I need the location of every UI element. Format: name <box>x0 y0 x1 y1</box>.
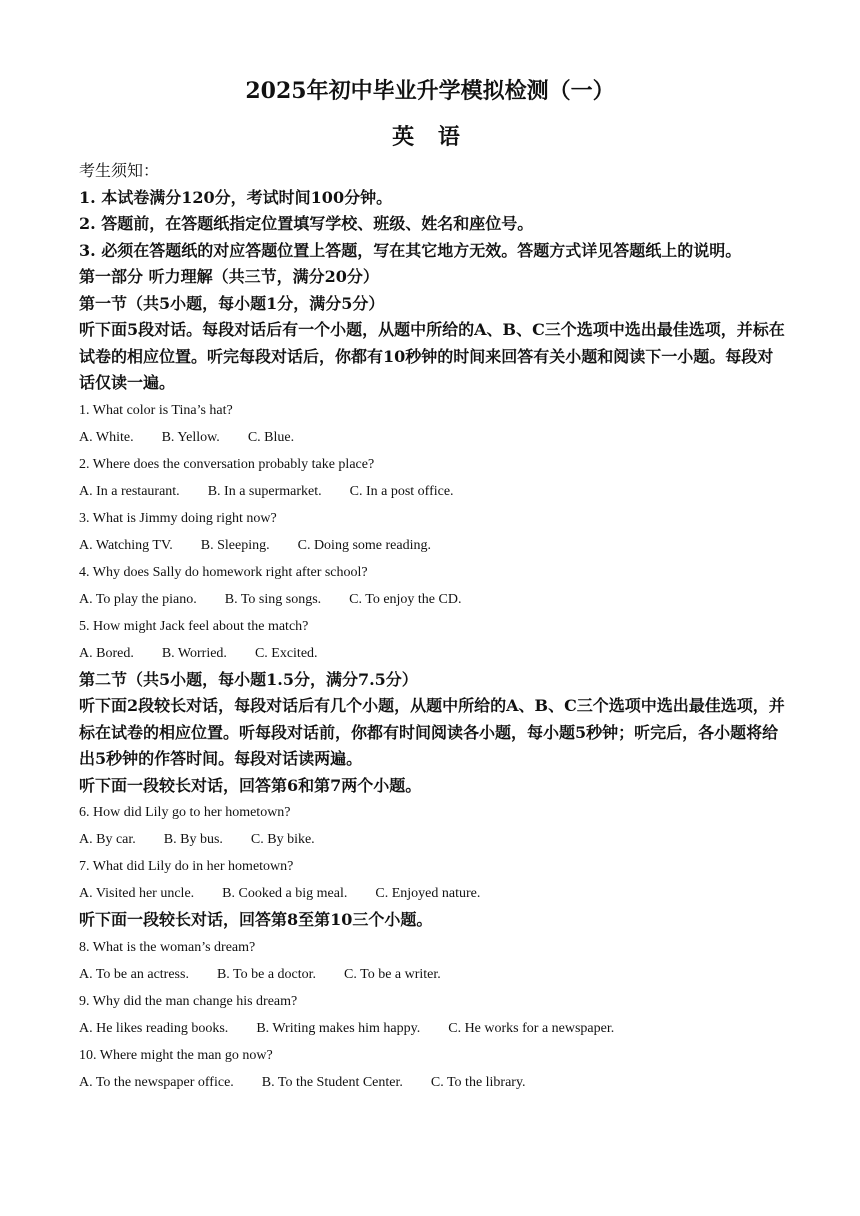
question-block <box>79 853 789 907</box>
question-text: 6. How did Lily go to her hometown? <box>79 805 291 820</box>
option-c: C. In a post office. <box>349 483 454 499</box>
option-c: C. Enjoyed nature. <box>375 886 481 901</box>
question-block <box>79 934 789 988</box>
option-a: A. To the newspaper office. <box>79 1074 234 1090</box>
question-text: 7. What did Lily do in her hometown? <box>79 859 294 874</box>
question-options <box>79 880 789 907</box>
option-c: C. Blue. <box>247 429 295 445</box>
part1-heading: 第一部分 听力理解（共三节，满分20分） <box>79 267 379 286</box>
option-b: B. To be a doctor. <box>216 966 317 982</box>
exam-content <box>79 158 789 1096</box>
option-c: C. To be a writer. <box>344 966 441 982</box>
question-options <box>79 1015 789 1042</box>
question-block <box>79 451 789 505</box>
option-c: C. He works for a newspaper. <box>448 1020 615 1036</box>
section2-instructions: 听下面2段较长对话，每段对话后有几个小题，从题中所给的A、B、C三个选项中选出最佳选项，并标在试卷的相应位置。听每段对话前，你都有时间阅读各小题，每小题5秒钟；听完后，各小题将给出5秒钟的作答时间。每段对话读两遍。 <box>79 696 785 768</box>
question-options <box>79 640 789 667</box>
question-block <box>79 505 789 559</box>
notice-item-1: 1. 本试卷满分120分，考试时间100分钟。 <box>79 187 393 207</box>
notice-heading: 考生须知： <box>79 161 160 180</box>
section2-heading: 第二节（共5小题，每小题1.5分，满分7.5分） <box>79 669 418 689</box>
option-c: C. By bike. <box>250 832 315 847</box>
dialogue-lead: 听下面一段较长对话，回答第6和第7两个小题。 <box>79 775 422 795</box>
question-text: 5. How might Jack feel about the match? <box>79 618 309 634</box>
question-block <box>79 559 789 613</box>
option-a: A. To play the piano. <box>79 591 197 607</box>
question-block <box>79 988 789 1042</box>
option-a: A. Visited her uncle. <box>79 886 195 901</box>
notice-item-3: 3. 必须在答题纸的对应答题位置上答题，写在其它地方无效。答题方式详见答题纸上的说明。 <box>79 240 742 260</box>
option-a: A. He likes reading books. <box>79 1020 229 1036</box>
option-c: C. To the library. <box>430 1074 526 1090</box>
option-b: B. Writing makes him happy. <box>256 1020 421 1036</box>
question-text: 8. What is the woman’s dream? <box>79 939 256 955</box>
question-options <box>79 961 789 988</box>
option-c: C. Doing some reading. <box>297 537 431 553</box>
subject-title: 英 语 <box>392 124 468 150</box>
option-c: C. To enjoy the CD. <box>349 591 462 607</box>
question-block <box>79 613 789 667</box>
option-b: B. Worried. <box>161 645 227 661</box>
option-b: B. To the Student Center. <box>261 1074 403 1090</box>
question-text: 9. Why did the man change his dream? <box>79 993 298 1009</box>
exam-title: 2025年初中毕业升学模拟检测（一） <box>245 78 615 104</box>
option-a: A. Bored. <box>79 645 134 661</box>
option-b: B. Sleeping. <box>200 537 270 553</box>
option-a: A. Watching TV. <box>79 537 173 553</box>
option-a: A. White. <box>79 429 134 445</box>
question-options <box>79 586 789 613</box>
section1-heading: 第一节（共5小题，每小题1分，满分5分） <box>79 293 385 313</box>
option-a: A. To be an actress. <box>79 966 189 982</box>
option-a: A. By car. <box>79 832 136 847</box>
question-text: 3. What is Jimmy doing right now? <box>79 510 277 526</box>
option-a: A. In a restaurant. <box>79 483 180 499</box>
question-block <box>79 799 789 853</box>
question-block <box>79 1042 789 1096</box>
question-options <box>79 1069 789 1096</box>
question-text: 10. Where might the man go now? <box>79 1047 273 1063</box>
option-c: C. Excited. <box>254 645 318 661</box>
option-b: B. In a supermarket. <box>207 483 322 499</box>
option-b: B. To sing songs. <box>224 591 322 607</box>
question-options <box>79 424 789 451</box>
question-block <box>79 397 789 451</box>
question-options <box>79 826 789 853</box>
question-text: 1. What color is Tina’s hat? <box>79 402 233 418</box>
question-text: 4. Why does Sally do homework right after school? <box>79 564 368 580</box>
option-b: B. Yellow. <box>161 429 220 445</box>
dialogue-lead: 听下面一段较长对话，回答第8至第10三个小题。 <box>79 910 433 929</box>
question-options <box>79 478 789 505</box>
notice-item-2: 2. 答题前，在答题纸指定位置填写学校、班级、姓名和座位号。 <box>79 214 534 233</box>
section1-instructions: 听下面5段对话。每段对话后有一个小题，从题中所给的A、B、C三个选项中选出最佳选项，并标在试卷的相应位置。听完每段对话后，你都有10秒钟的时间来回答有关小题和阅读下一小题。每段对话仅读一遍。 <box>79 320 785 392</box>
option-b: B. By bus. <box>163 832 223 847</box>
option-b: B. Cooked a big meal. <box>222 886 348 901</box>
question-text: 2. Where does the conversation probably take place? <box>79 456 375 472</box>
question-options <box>79 532 789 559</box>
